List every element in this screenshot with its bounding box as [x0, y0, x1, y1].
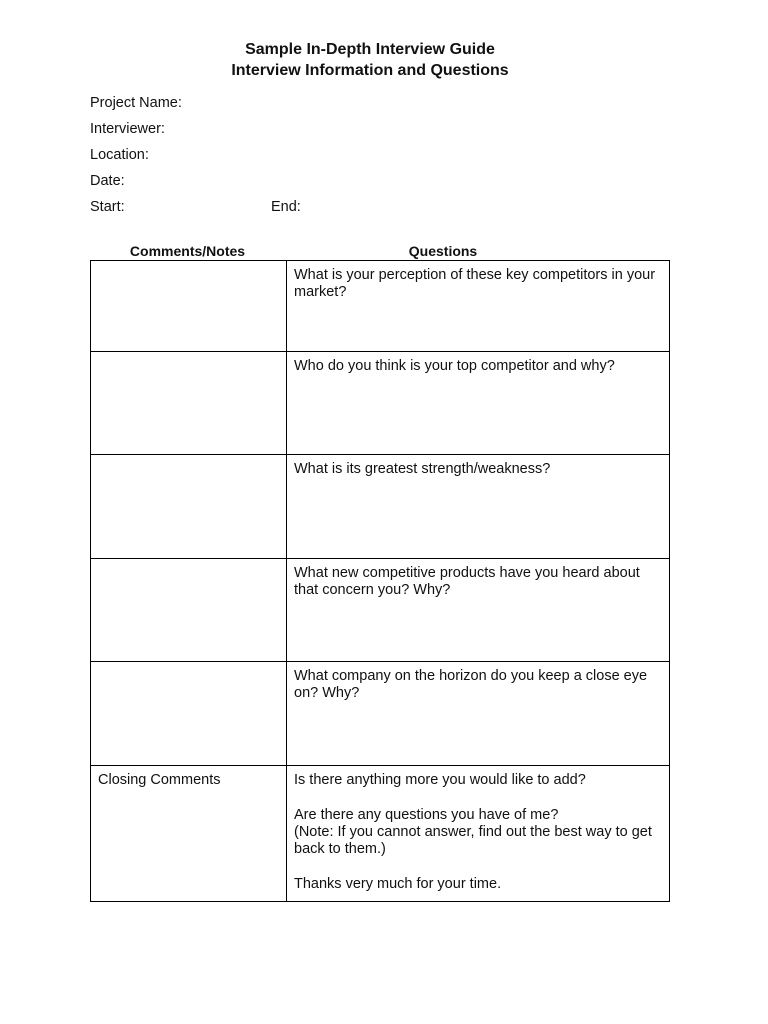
document-title: Sample In-Depth Interview Guide: [245, 41, 495, 58]
comment-cell: [91, 352, 287, 455]
question-cell: What is its greatest strength/weakness?: [287, 455, 670, 559]
table-row: [91, 261, 670, 352]
date-label: Date:: [90, 173, 125, 189]
table-row: [91, 766, 670, 902]
question-cell: Who do you think is your top competitor and why?: [287, 352, 670, 455]
question-cell: What company on the horizon do you keep a close eye on? Why?: [287, 662, 670, 766]
project-name-label: Project Name:: [90, 95, 182, 111]
comment-cell: [91, 455, 287, 559]
table-row: [91, 455, 670, 559]
question-cell: What is your perception of these key competitors in your market?: [287, 261, 670, 352]
table-row: [91, 662, 670, 766]
comment-cell: [91, 559, 287, 662]
location-label: Location:: [90, 147, 149, 163]
comments-notes-header: Comments/Notes: [129, 243, 246, 259]
comment-cell: [91, 662, 287, 766]
table-row: [91, 559, 670, 662]
question-cell: What new competitive products have you heard about that concern you? Why?: [287, 559, 670, 662]
question-cell: Is there anything more you would like to add? Are there any questions you have of me? (Note: If you cannot answer, find out the best way to get back to them.) Thanks very much for your time.: [287, 766, 670, 902]
document-subtitle: Interview Information and Questions: [231, 62, 509, 79]
table-row: [91, 352, 670, 455]
closing-comments-cell: Closing Comments: [91, 766, 287, 902]
interviewer-label: Interviewer:: [90, 121, 165, 137]
end-label: End:: [271, 199, 301, 215]
start-label: Start:: [90, 199, 125, 215]
questions-header: Questions: [408, 243, 478, 259]
comment-cell: [91, 261, 287, 352]
interview-table: [90, 260, 670, 902]
